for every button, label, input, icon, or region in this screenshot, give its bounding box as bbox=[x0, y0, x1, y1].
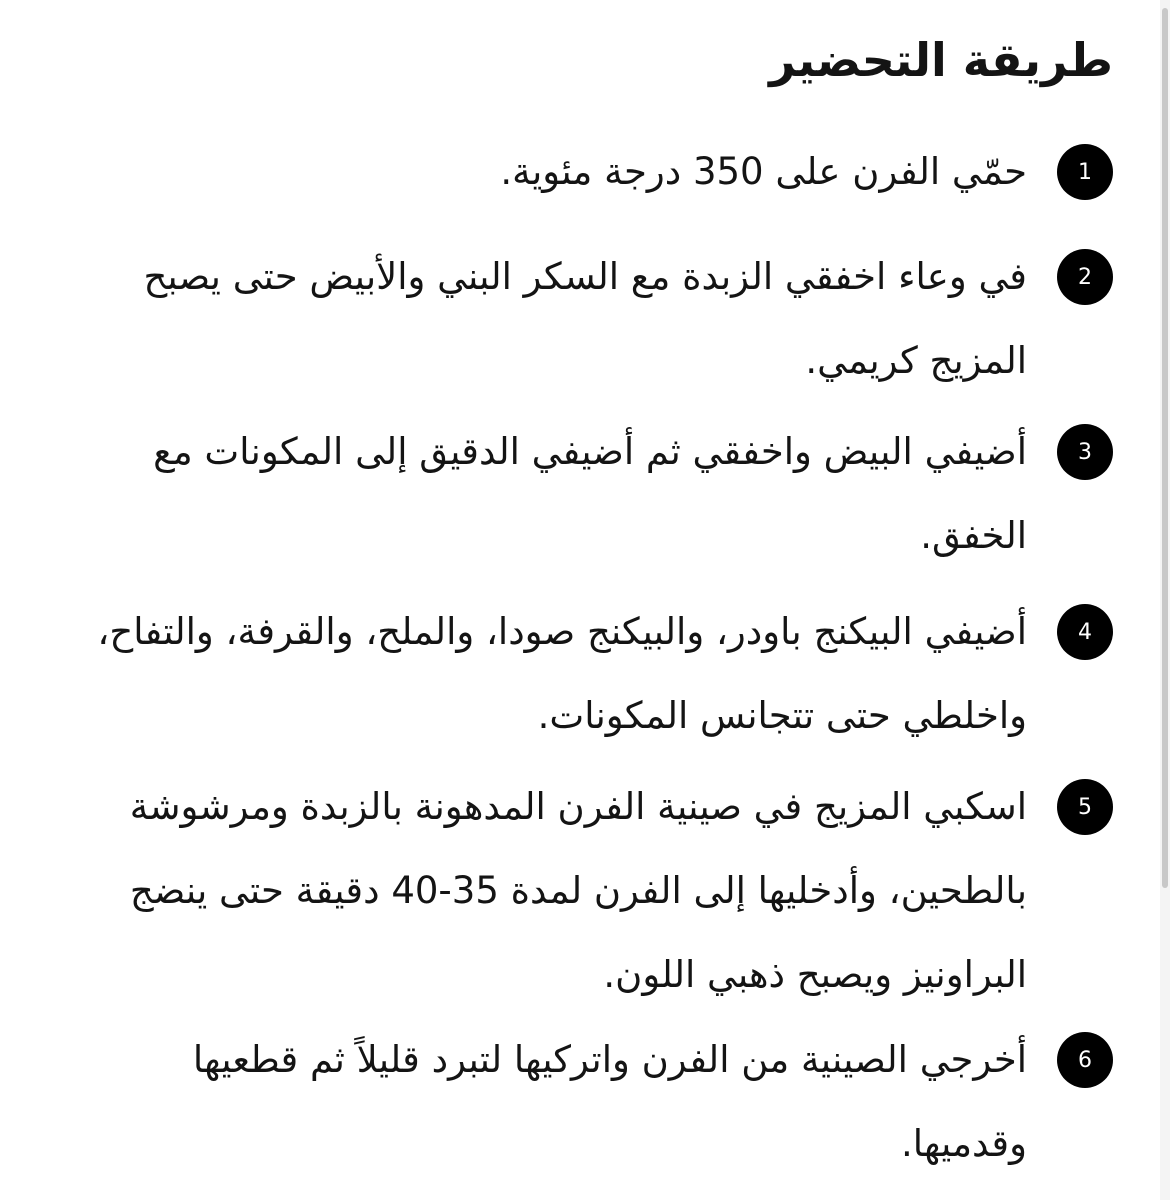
step-number-badge: 2 bbox=[1057, 249, 1113, 305]
step-item-4 bbox=[53, 590, 1113, 758]
page-title: طريقة التحضير bbox=[769, 33, 1113, 87]
step-item-2 bbox=[53, 235, 1113, 403]
step-item-6 bbox=[53, 1018, 1113, 1186]
step-text: أخرجي الصينية من الفرن واتركيها لتبرد قليلاً ثم قطعيها وقدميها. bbox=[192, 1038, 1027, 1165]
step-text: في وعاء اخفقي الزبدة مع السكر البني والأبيض حتى يصبح المزيج كريمي. bbox=[143, 255, 1027, 382]
step-number-badge: 1 bbox=[1057, 144, 1113, 200]
step-text: أضيفي البيض واخفقي ثم أضيفي الدقيق إلى المكونات مع الخفق. bbox=[153, 430, 1027, 557]
step-number-badge: 3 bbox=[1057, 424, 1113, 480]
step-text: حمّي الفرن على 350 درجة مئوية. bbox=[500, 150, 1027, 193]
step-item-3 bbox=[53, 410, 1113, 578]
step-number-badge: 5 bbox=[1057, 779, 1113, 835]
step-item-5 bbox=[53, 765, 1113, 1017]
step-item-1 bbox=[53, 130, 1113, 214]
scrollbar-thumb[interactable] bbox=[1162, 8, 1168, 888]
step-number-badge: 4 bbox=[1057, 604, 1113, 660]
step-number-badge: 6 bbox=[1057, 1032, 1113, 1088]
step-text: اسكبي المزيج في صينية الفرن المدهونة بالزبدة ومرشوشة بالطحين، وأدخليها إلى الفرن لمدة 35-40 دقيقة حتى ينضج البراونيز ويصبح ذهبي اللون. bbox=[129, 785, 1027, 996]
step-text: أضيفي البيكنج باودر، والبيكنج صودا، والملح، والقرفة، والتفاح، واخلطي حتى تتجانس المكونات. bbox=[97, 610, 1027, 737]
